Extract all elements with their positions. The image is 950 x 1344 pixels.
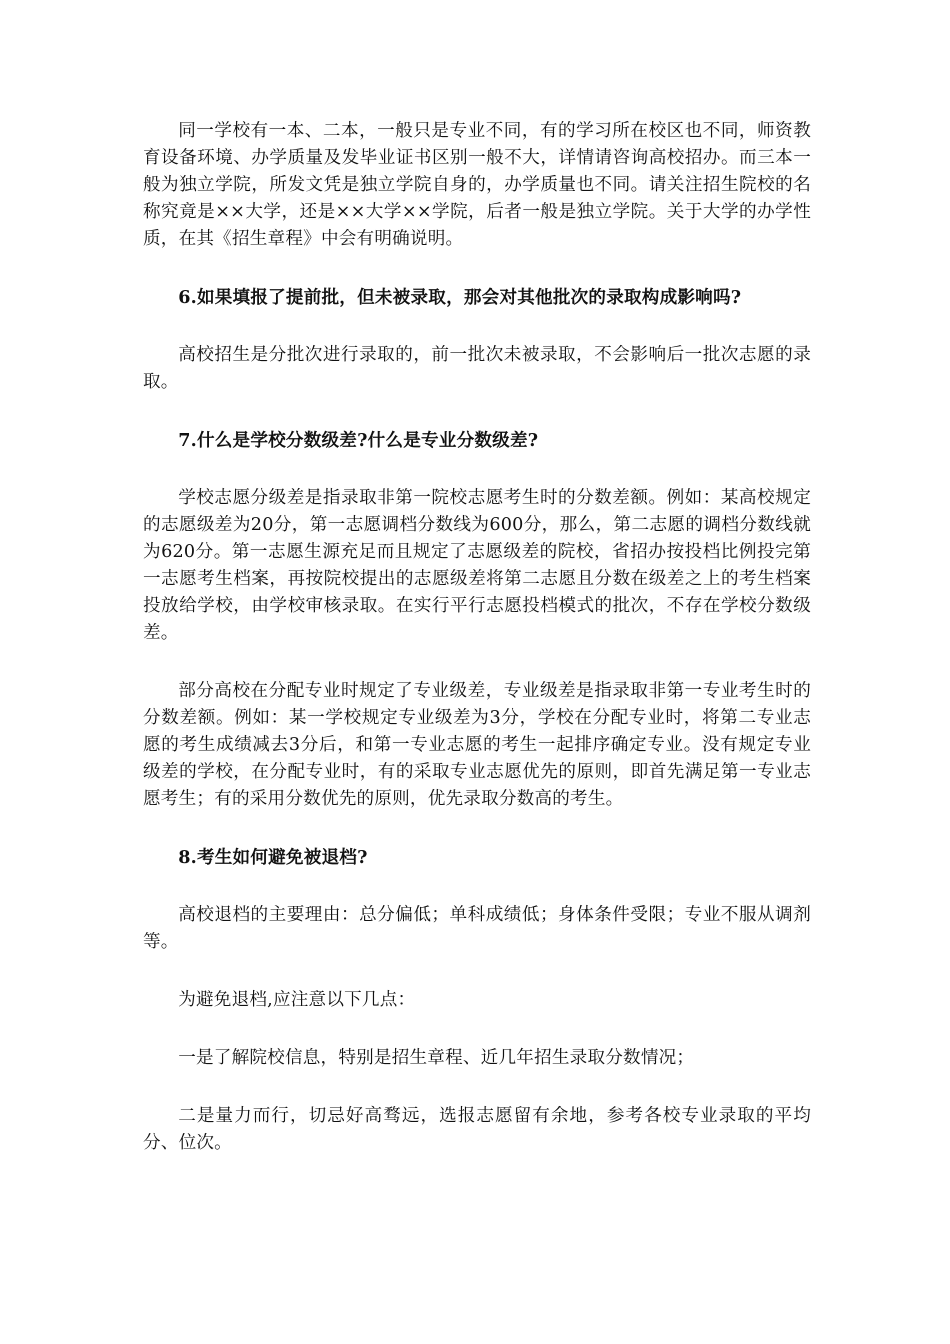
question-heading-8: 8.考生如何避免被退档? <box>178 847 368 868</box>
document-page <box>143 118 811 1157</box>
answer-paragraph-8-reasons: 高校退档的主要理由：总分偏低；单科成绩低；身体条件受限；专业不服从调剂等。 <box>143 905 811 952</box>
spacer <box>143 253 811 284</box>
spacer <box>143 813 811 844</box>
spacer <box>143 454 811 485</box>
answer-paragraph-8-point-1: 一是了解院校信息，特别是招生章程、近几年招生录取分数情况； <box>178 1048 695 1068</box>
answer-paragraph-6: 高校招生是分批次进行录取的，前一批次未被录取，不会影响后一批次志愿的录取。 <box>143 345 811 392</box>
spacer <box>143 1014 811 1045</box>
spacer <box>143 311 811 342</box>
spacer <box>143 396 811 427</box>
spacer <box>143 871 811 902</box>
answer-paragraph-8-intro: 为避免退档,应注意以下几点： <box>178 990 416 1010</box>
answer-paragraph-7-major-gap: 部分高校在分配专业时规定了专业级差，专业级差是指录取非第一专业考生时的分数差额。例如：某一学校规定专业级差为3分，学校在分配专业时，将第二专业志愿的考生成绩减去3分后，和第一专业志愿的考生一起排序确定专业。没有规定专业级差的学校，在分配专业时，有的采取专业志愿优先的原则，即首先满足第一专业志愿考生；有的采用分数优先的原则，优先录取分数高的考生。 <box>143 681 811 809</box>
spacer <box>143 1072 811 1103</box>
spacer <box>143 647 811 678</box>
paragraph-school-tiers: 同一学校有一本、二本，一般只是专业不同，有的学习所在校区也不同，师资教育设备环境、办学质量及发毕业证书区别一般不大，详情请咨询高校招办。而三本一般为独立学院，所发文凭是独立学院自身的，办学质量也不同。请关注招生院校的名称究竟是××大学，还是××大学××学院，后者一般是独立学院。关于大学的办学性质，在其《招生章程》中会有明确说明。 <box>143 121 811 249</box>
answer-paragraph-7-school-gap: 学校志愿分级差是指录取非第一院校志愿考生时的分数差额。例如：某高校规定的志愿级差为20分，第一志愿调档分数线为600分，那么，第二志愿的调档分数线就为620分。第一志愿生源充足而且规定了志愿级差的院校，省招办按投档比例投完第一志愿考生档案，再按院校提出的志愿级差将第二志愿且分数在级差之上的考生档案投放给学校，由学校审核录取。在实行平行志愿投档模式的批次，不存在学校分数级差。 <box>143 488 811 643</box>
answer-paragraph-8-point-2: 二是量力而行，切忌好高骛远，选报志愿留有余地，参考各校专业录取的平均分、位次。 <box>143 1106 811 1153</box>
question-heading-7: 7.什么是学校分数级差?什么是专业分数级差? <box>178 430 539 451</box>
question-heading-6: 6.如果填报了提前批，但未被录取，那会对其他批次的录取构成影响吗? <box>178 287 742 308</box>
spacer <box>143 956 811 987</box>
